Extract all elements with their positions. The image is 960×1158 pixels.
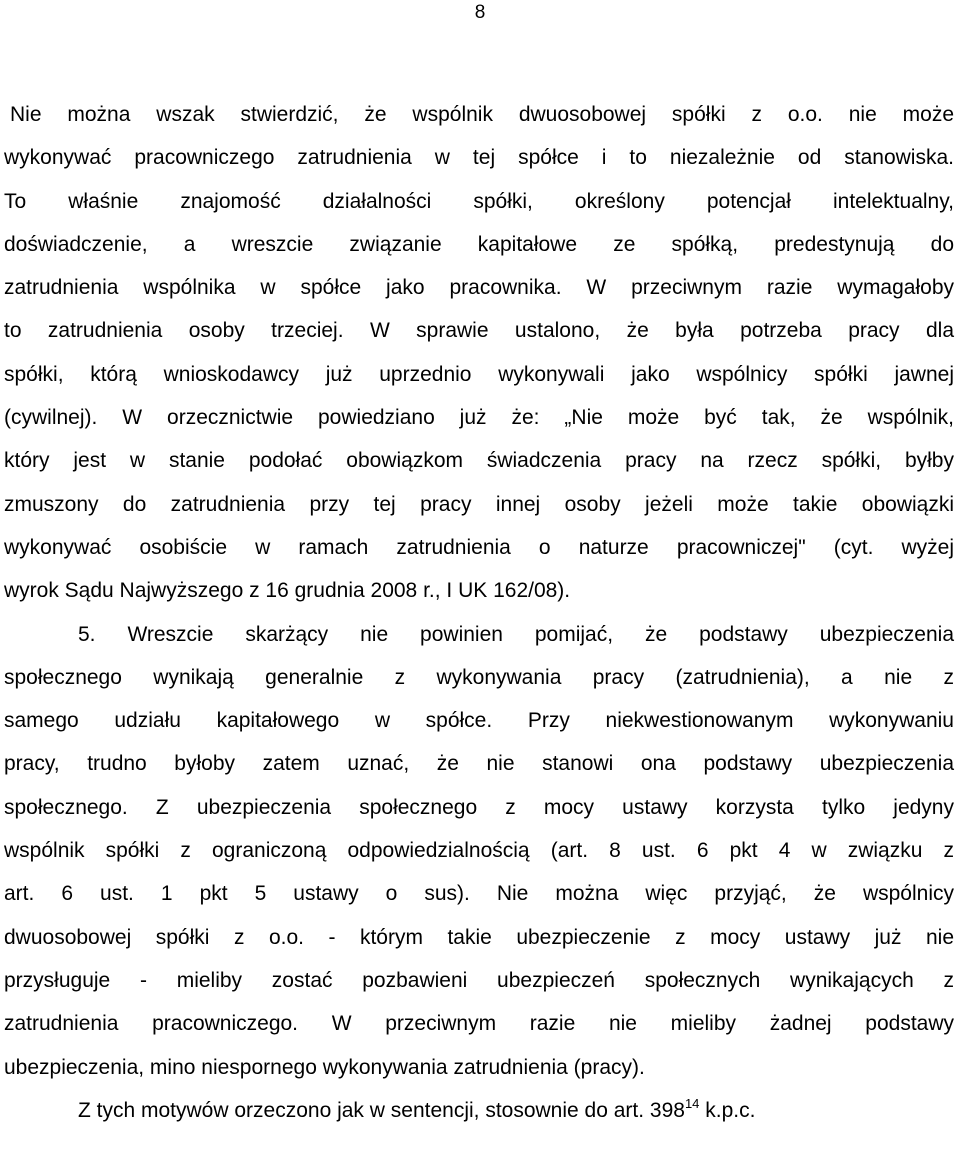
article-superscript: 14: [684, 1095, 700, 1111]
text-line: to zatrudnienia osoby trzeciej. W sprawie ustalono, że była potrzeba pracy dla: [4, 319, 954, 343]
text-line: art. 6 ust. 1 pkt 5 ustawy o sus). Nie można więc przyjąć, że wspólnicy: [4, 882, 954, 906]
page-number: 8: [474, 2, 486, 23]
text-line: dwuosobowej spółki z o.o. - którym takie ubezpieczenie z mocy ustawy już nie: [4, 925, 954, 949]
text-line: społecznego. Z ubezpieczenia społecznego z mocy ustawy korzysta tylko jedyny: [4, 795, 954, 819]
text-line: wykonywać pracowniczego zatrudnienia w tej spółce i to niezależnie od stanowiska.: [4, 146, 954, 170]
text-line: To właśnie znajomość działalności spółki, określony potencjał intelektualny,: [4, 189, 954, 213]
text-line: 5. Wreszcie skarżący nie powinien pomijać, że podstawy ubezpieczenia: [78, 622, 954, 646]
closing-paragraph: [4, 1089, 954, 1132]
text-line: Nie można wszak stwierdzić, że wspólnik dwuosobowej spółki z o.o. nie może: [10, 103, 954, 126]
text-line: zmuszony do zatrudnienia przy tej pracy innej osoby jeżeli może takie obowiązki: [4, 492, 954, 516]
paragraph: [4, 93, 954, 613]
text-line: społecznego wynikają generalnie z wykonywania pracy (zatrudnienia), a nie z: [4, 665, 954, 689]
paragraph: [4, 613, 954, 1089]
closing-text-end: k.p.c.: [699, 1098, 756, 1122]
text-line: spółki, którą wnioskodawcy już uprzednio wykonywali jako wspólnicy spółki jawnej: [4, 362, 954, 386]
text-line: pracy, trudno byłoby zatem uznać, że nie stanowi ona podstawy ubezpieczenia: [4, 752, 954, 776]
text-line: zatrudnienia wspólnika w spółce jako pracownika. W przeciwnym razie wymagałoby: [4, 276, 954, 300]
text-line: przysługuje - mieliby zostać pozbawieni ubezpieczeń społecznych wynikających z: [4, 968, 954, 992]
text-line: który jest w stanie podołać obowiązkom świadczenia pracy na rzecz spółki, byłby: [4, 449, 954, 473]
text-line: wykonywać osobiście w ramach zatrudnienia o naturze pracowniczej" (cyt. wyżej: [4, 535, 954, 559]
text-line: (cywilnej). W orzecznictwie powiedziano już że: „Nie może być tak, że wspólnik,: [4, 406, 954, 430]
text-line: ubezpieczenia, mino niespornego wykonywania zatrudnienia (pracy).: [4, 1055, 645, 1079]
text-line: samego udziału kapitałowego w spółce. Przy niekwestionowanym wykonywaniu: [4, 709, 954, 733]
document-body: [4, 93, 954, 1132]
text-line: doświadczenie, a wreszcie związanie kapitałowe ze spółką, predestynują do: [4, 232, 954, 256]
closing-text: Z tych motywów orzeczono jak w sentencji, stosownie do art. 398: [78, 1098, 685, 1122]
text-line: wspólnik spółki z ograniczoną odpowiedzialnością (art. 8 ust. 6 pkt 4 w związku z: [4, 839, 954, 863]
closing-line: [4, 1089, 954, 1132]
text-line: wyrok Sądu Najwyższego z 16 grudnia 2008 r., I UK 162/08).: [4, 579, 571, 603]
text-line: zatrudnienia pracowniczego. W przeciwnym razie nie mieliby żadnej podstawy: [4, 1012, 954, 1036]
